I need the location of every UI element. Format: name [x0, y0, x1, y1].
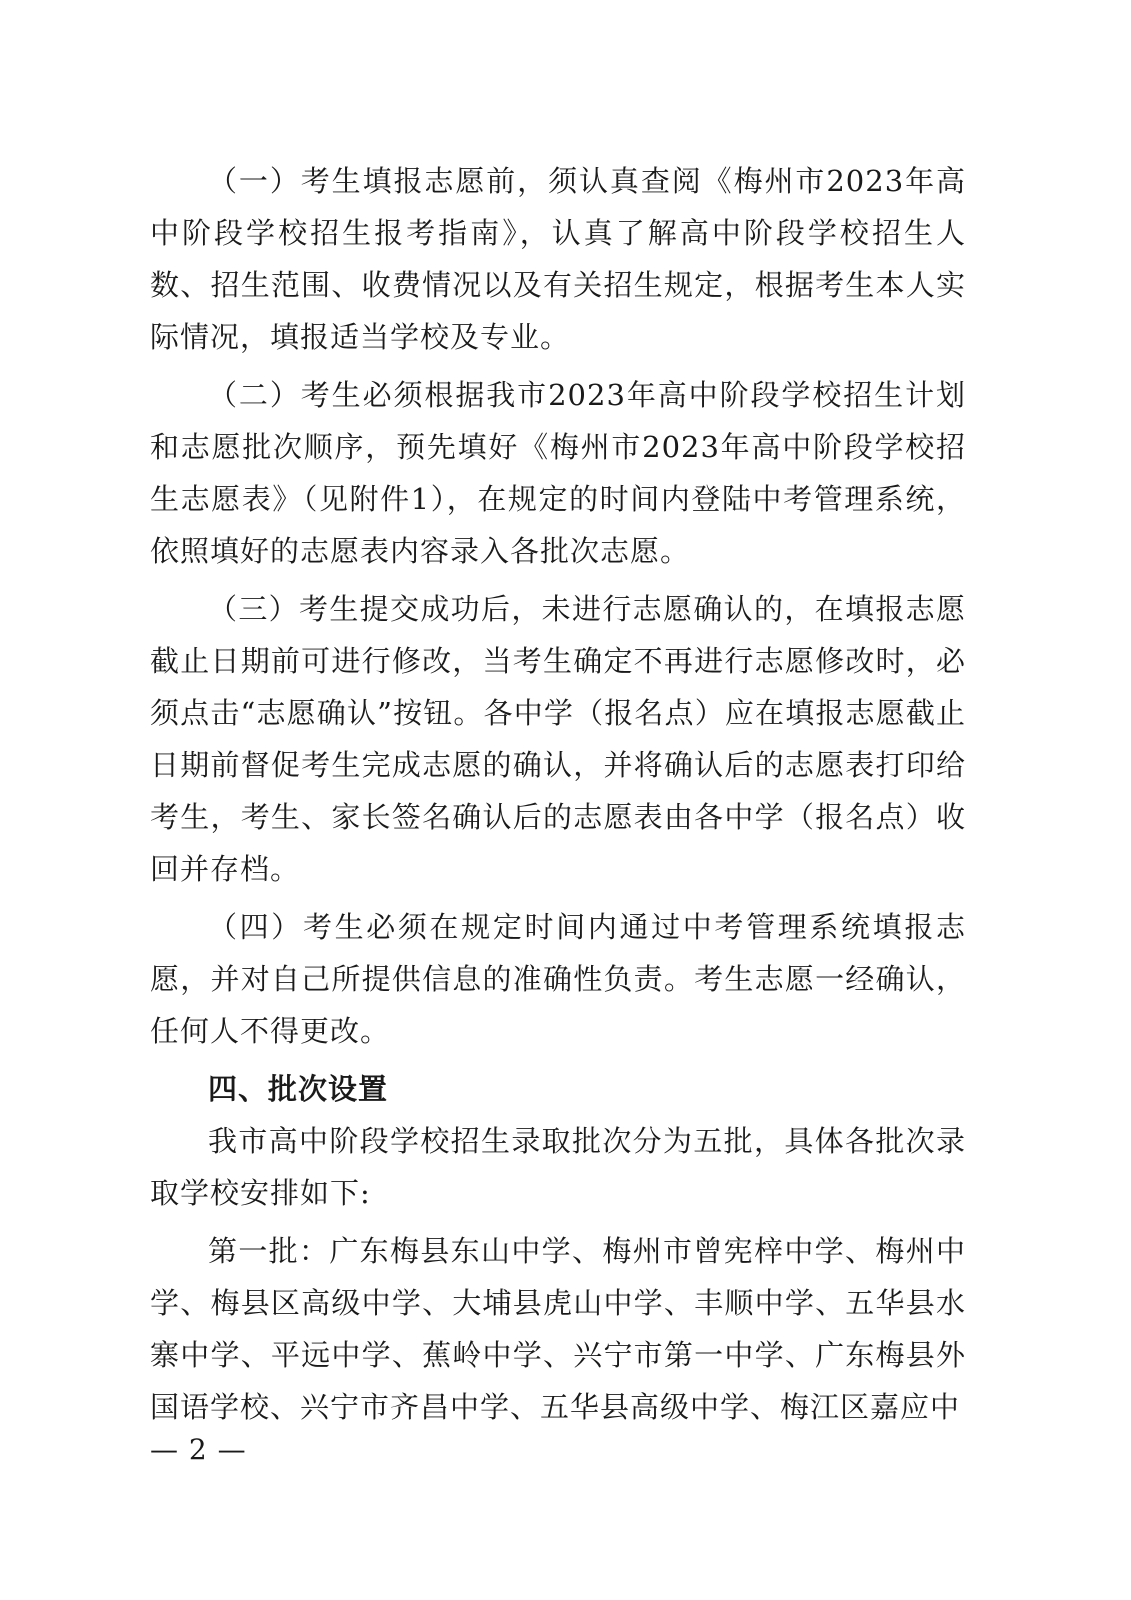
paragraph-item-5: 我市高中阶段学校招生录取批次分为五批，具体各批次录取学校安排如下:	[150, 1124, 966, 1210]
section-heading: 四、批次设置	[208, 1072, 389, 1106]
document-body	[150, 155, 966, 1439]
paragraph-item-1: （一）考生填报志愿前，须认真查阅《梅州市2023年高中阶段学校招生报考指南》，认真了解高中阶段学校招生人数、招生范围、收费情况以及有关招生规定，根据考生本人实际情况，填报适当学校及专业。	[150, 164, 966, 354]
page-number: — 2 —	[150, 1433, 247, 1466]
paragraph-item-4: （四）考生必须在规定时间内通过中考管理系统填报志愿，并对自己所提供信息的准确性负责。考生志愿一经确认，任何人不得更改。	[150, 910, 966, 1048]
paragraph-item-3: （三）考生提交成功后，未进行志愿确认的，在填报志愿截止日期前可进行修改，当考生确定不再进行志愿修改时，必须点击“志愿确认”按钮。各中学（报名点）应在填报志愿截止日期前督促考生完成志愿的确认，并将确认后的志愿表打印给考生，考生、家长签名确认后的志愿表由各中学（报名点）收回并存档。	[150, 592, 966, 886]
paragraph-item-6: 第一批：广东梅县东山中学、梅州市曾宪梓中学、梅州中学、梅县区高级中学、大埔县虎山中学、丰顺中学、五华县水寨中学、平远中学、蕉岭中学、兴宁市第一中学、广东梅县外国语学校、兴宁市齐昌中学、五华县高级中学、梅江区嘉应中	[150, 1234, 966, 1424]
paragraph-item-2: （二）考生必须根据我市2023年高中阶段学校招生计划和志愿批次顺序，预先填好《梅州市2023年高中阶段学校招生志愿表》（见附件1），在规定的时间内登陆中考管理系统，依照填好的志愿表内容录入各批次志愿。	[150, 378, 966, 568]
